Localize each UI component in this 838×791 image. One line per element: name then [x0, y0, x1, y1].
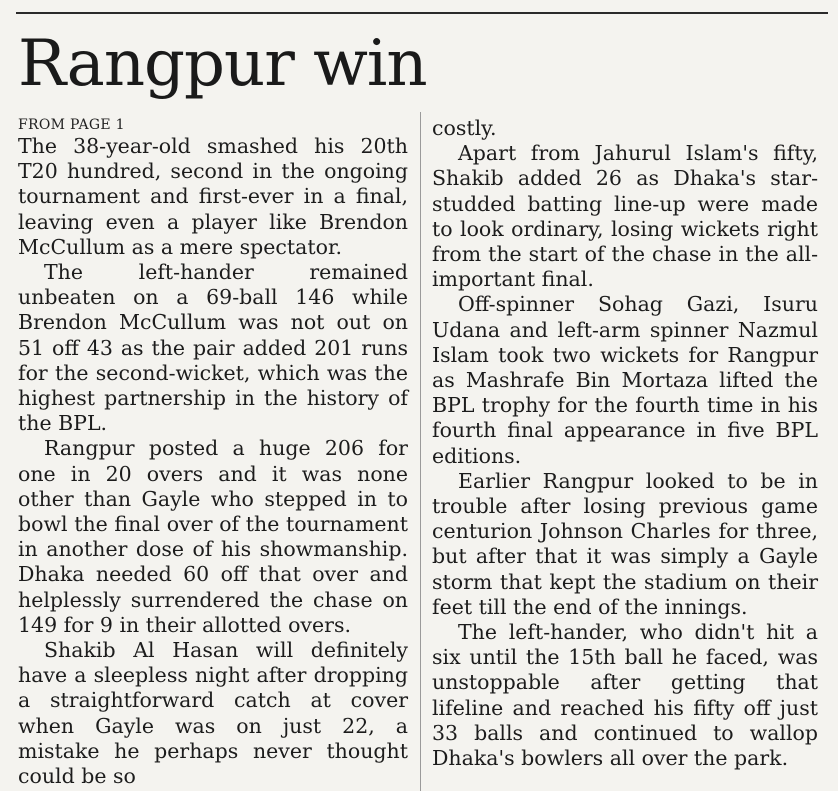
headline: Rangpur win: [18, 27, 427, 101]
paragraph: The left-hander remained unbeaten on a 69-ball 146 while Brendon McCullum was not out on 51 off 43 as the pair added 201 runs for the second-wicket, which was the highest partnership in the history of the BPL.: [18, 260, 408, 436]
paragraph: Off-spinner Sohag Gazi, Isuru Udana and left-arm spinner Nazmul Islam took two wickets for Rangpur as Mashrafe Bin Mortaza lifted the BPL trophy for the fourth time in his fourth final appearance in five BPL editions.: [432, 292, 818, 468]
kicker: FROM PAGE 1: [18, 117, 125, 133]
paragraph: Shakib Al Hasan will definitely have a sleepless night after dropping a straightforward catch at cover when Gayle was on just 22, a mistake he perhaps never thought could be so: [18, 638, 408, 789]
column-divider: [420, 112, 421, 791]
paragraph: The 38-year-old smashed his 20th T20 hundred, second in the ongoing tournament and first-ever in a final, leaving even a player like Brendon McCullum as a mere spectator.: [18, 134, 408, 259]
paragraph-continued: costly.: [432, 116, 497, 140]
right-column: [432, 116, 818, 771]
paragraph: Rangpur posted a huge 206 for one in 20 overs and it was none other than Gayle who stepped in to bowl the final over of the tournament in another dose of his showmanship. Dhaka needed 60 off that over and helplessly surrendered the chase on 149 for 9 in their allotted overs.: [18, 436, 408, 637]
paragraph: The left-hander, who didn't hit a six until the 15th ball he faced, was unstoppable after getting that lifeline and reached his fifty off just 33 balls and continued to wallop Dhaka's bowlers all over the park.: [432, 620, 818, 771]
left-column: [18, 116, 408, 789]
paragraph: Apart from Jahurul Islam's fifty, Shakib added 26 as Dhaka's star-studded batting line-up were made to look ordinary, losing wickets right from the start of the chase in the all-important final.: [432, 141, 818, 292]
paragraph: Earlier Rangpur looked to be in trouble after losing previous game centurion Johnson Charles for three, but after that it was simply a Gayle storm that kept the stadium on their feet till the end of the innings.: [432, 468, 818, 619]
top-rule: [16, 12, 828, 14]
